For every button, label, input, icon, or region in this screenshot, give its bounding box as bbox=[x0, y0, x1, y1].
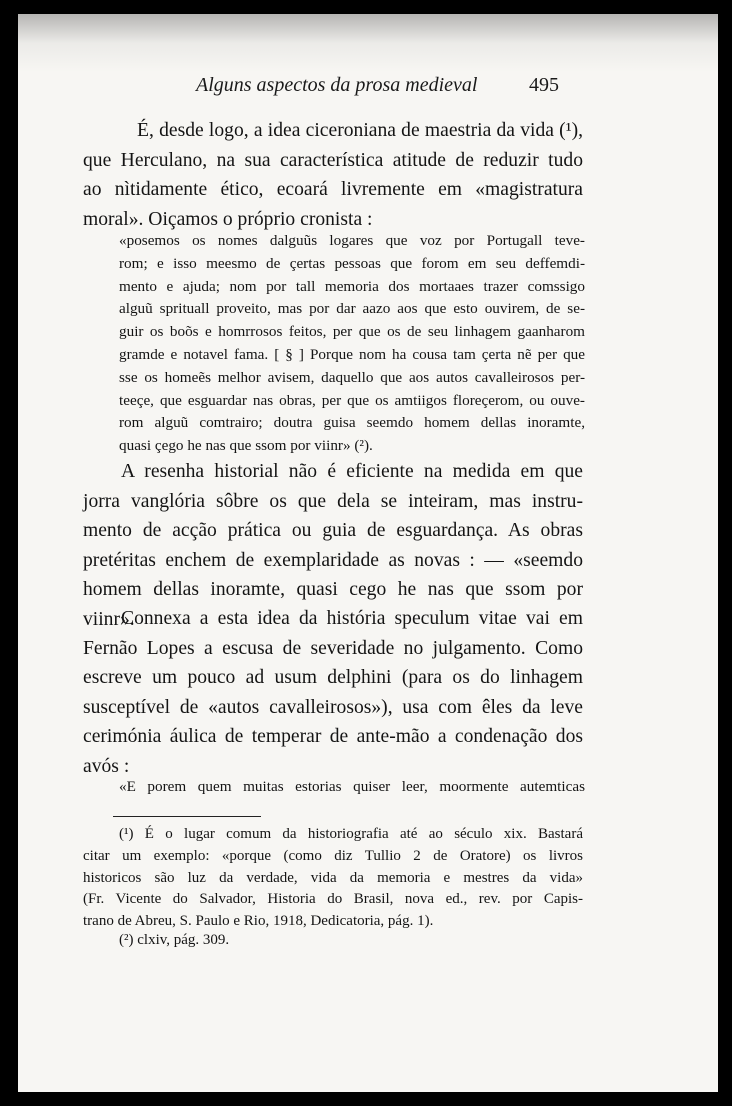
quote-line: guir os boõs e homrrosos feitos, per que os de seu linhagem gaanharom bbox=[119, 323, 585, 341]
text-line: A resenha historial não é eficiente na medida em que bbox=[121, 461, 583, 482]
quote-line: «E porem quem muitas estorias quiser leer, moormente autemticas bbox=[119, 778, 585, 795]
quote-line: gramde e notavel fama. [ § ] Porque nom ha cousa tam çerta nẽ per que bbox=[119, 345, 585, 363]
running-title: Alguns aspectos da prosa medieval bbox=[196, 74, 478, 96]
footnote-line: trano de Abreu, S. Paulo e Rio, 1918, Dedicatoria, pág. 1). bbox=[83, 913, 434, 930]
text-line: susceptível de «autos cavalleirosos»), usa com êles da leve bbox=[83, 696, 583, 718]
page-number: 495 bbox=[529, 74, 559, 96]
text-line: mento de acção prática ou guia de esguardança. As obras bbox=[83, 520, 583, 541]
text-line: moral». Oiçamos o próprio cronista : bbox=[83, 208, 373, 230]
footnote-1 bbox=[83, 824, 583, 933]
quote-line: quasi çego he nas que ssom por viinr» (²). bbox=[119, 437, 373, 455]
footnote-line: (²) clxiv, pág. 309. bbox=[119, 932, 230, 948]
text-line: homem dellas inoramte, quasi cego he nas que ssom por bbox=[83, 579, 583, 600]
paragraph-1 bbox=[83, 116, 583, 234]
text-line: Connexa a esta idea da história speculum vitae vai em bbox=[121, 608, 583, 629]
text-line: viinr». bbox=[83, 608, 135, 630]
quote-line: alguũ sprituall proveito, mas por dar aazo aos que esto ouvirem, de se- bbox=[119, 300, 585, 318]
quote-line: rom alguũ comtrairo; doutra guisa seemdo homem dellas inoramte, bbox=[119, 414, 585, 432]
paragraph-3 bbox=[83, 604, 583, 781]
footnote-2 bbox=[119, 930, 419, 952]
scan-shadow bbox=[18, 14, 718, 72]
text-line: ao nìtidamente ético, ecoará livremente em «magistratura bbox=[83, 179, 583, 200]
text-line: É, desde logo, a idea ciceroniana de maestria da vida (¹), bbox=[137, 120, 583, 141]
text-line: cerimónia áulica de temperar de ante-mão a condenação dos bbox=[83, 726, 583, 747]
block-quote-1 bbox=[119, 230, 585, 458]
book-page bbox=[18, 14, 718, 1092]
footnote-line: historicos são luz da verdade, vida da memoria e mestres da vida» bbox=[83, 869, 583, 886]
text-line: Fernão Lopes a escusa de severidade no julgamento. Como bbox=[83, 637, 583, 659]
footnote-line: (Fr. Vicente do Salvador, Historia do Brasil, nova ed., rev. por Capis- bbox=[83, 891, 583, 908]
text-line: jorra vanglória sôbre os que dela se inteiram, mas instru- bbox=[83, 490, 583, 512]
quote-line: sse os homeẽs melhor avisem, daquello que aos autos cavalleirosos per- bbox=[119, 368, 585, 386]
block-quote-2 bbox=[119, 776, 585, 799]
quote-line: rom; e isso meesmo de çertas pessoas que forom em seu deffemdi- bbox=[119, 254, 585, 272]
footnote-rule bbox=[113, 816, 261, 817]
quote-line: «posemos os nomes dalguũs logares que voz por Portugall teve- bbox=[119, 232, 585, 249]
text-line: que Herculano, na sua característica atitude de reduzir tudo bbox=[83, 149, 583, 171]
text-line: avós : bbox=[83, 755, 130, 777]
quote-line: mento e ajuda; nom por tall memoria dos mortaaes trazer comssigo bbox=[119, 277, 585, 295]
footnote-line: (¹) É o lugar comum da historiografia até ao século xix. Bastará bbox=[119, 826, 583, 842]
running-header bbox=[18, 74, 718, 104]
quote-line: teeçe, que esguardar nas obras, per que os amtiigos floreçerom, ou ouve- bbox=[119, 391, 585, 409]
text-line: pretéritas enchem de exemplaridade as novas : — «seemdo bbox=[83, 549, 583, 571]
text-line: escreve um pouco ad usum delphini (para os do linhagem bbox=[83, 667, 583, 688]
footnote-line: citar um exemplo: «porque (como diz Tullio 2 de Oratore) os livros bbox=[83, 847, 583, 864]
